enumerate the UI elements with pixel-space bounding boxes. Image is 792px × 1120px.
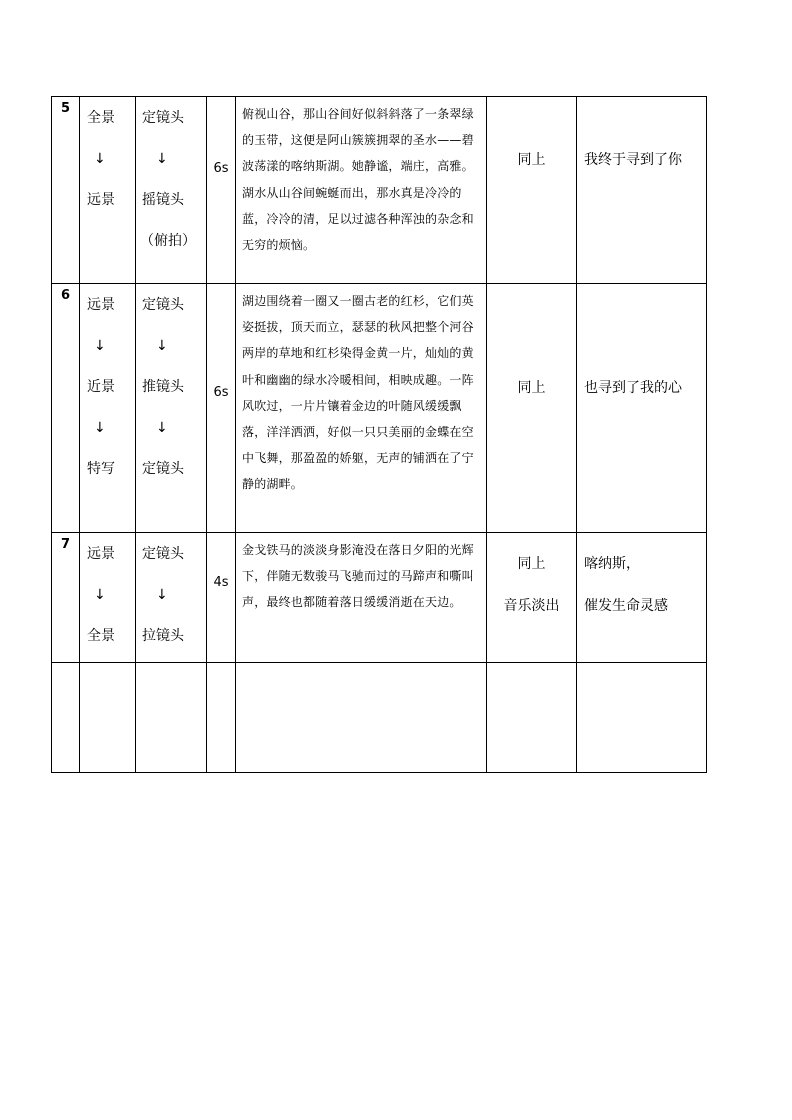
shot-size-cell xyxy=(80,97,136,284)
subtitle-text: 催发生命灵感 xyxy=(584,598,668,614)
duration-cell xyxy=(207,284,236,533)
subtitle-cell xyxy=(577,533,707,663)
camera-move: 摇镜头 xyxy=(142,192,184,208)
table-row xyxy=(52,533,707,663)
empty-cell xyxy=(207,663,236,773)
duration: 6s xyxy=(213,385,229,400)
shot-size-cell xyxy=(80,284,136,533)
down-arrow-icon: ↓ xyxy=(94,151,106,167)
empty-cell xyxy=(236,663,487,773)
shot-size: 远景 xyxy=(87,546,115,562)
subtitle-cell xyxy=(577,97,707,284)
description: 湖边围绕着一圈又一圈古老的红杉，它们英姿挺拔，顶天而立，瑟瑟的秋风把整个河谷两岸的草地和红杉染得金黄一片，灿灿的黄叶和幽幽的绿水冷暖相间，相映成趣。一阵风吹过，一片片镶着金边的叶随风缓缓飘落，洋洋洒洒，好似一只只美丽的金蝶在空中飞舞，那盈盈的娇躯，无声的铺洒在了宁静的湖畔。 xyxy=(236,284,487,533)
camera-move: 拉镜头 xyxy=(142,628,184,644)
duration-cell xyxy=(207,533,236,663)
table-row xyxy=(52,97,707,284)
camera-move: 定镜头 xyxy=(142,461,184,477)
table-row xyxy=(52,284,707,533)
duration: 6s xyxy=(213,161,229,176)
duration: 4s xyxy=(213,575,229,590)
sound-text: 音乐淡出 xyxy=(503,598,560,614)
shot-size: 远景 xyxy=(87,297,115,313)
down-arrow-icon: ↓ xyxy=(94,420,106,436)
empty-cell xyxy=(136,663,207,773)
shot-size-cell xyxy=(80,533,136,663)
shot-number: 5 xyxy=(52,97,80,284)
description: 金戈铁马的淡淡身影淹没在落日夕阳的光辉下，伴随无数骏马飞驰而过的马蹄声和嘶叫声，最终也都随着落日缓缓消逝在天边。 xyxy=(236,533,487,663)
empty-cell xyxy=(487,663,577,773)
sound-text: 同上 xyxy=(517,380,546,396)
down-arrow-icon: ↓ xyxy=(156,420,168,436)
down-arrow-icon: ↓ xyxy=(156,587,168,603)
camera-move: 推镜头 xyxy=(142,379,184,395)
subtitle-cell xyxy=(577,284,707,533)
subtitle-text: 也寻到了我的心 xyxy=(584,380,682,396)
shot-size: 全景 xyxy=(87,110,115,126)
sound-cell xyxy=(487,533,577,663)
shot-size: 远景 xyxy=(87,192,115,208)
empty-cell xyxy=(80,663,136,773)
sound-text: 同上 xyxy=(517,152,546,168)
description: 俯视山谷，那山谷间好似斜斜落了一条翠绿的玉带，这便是阿山簇簇拥翠的圣水——碧波荡漾的喀纳斯湖。她静谧，端庄，高雅。湖水从山谷间蜿蜒而出，那水真是冷冷的蓝，冷冷的清，足以过滤各种浑浊的杂念和无穷的烦恼。 xyxy=(236,97,487,284)
duration-cell xyxy=(207,97,236,284)
down-arrow-icon: ↓ xyxy=(156,338,168,354)
camera-move: 定镜头 xyxy=(142,297,184,313)
camera-move: 定镜头 xyxy=(142,110,184,126)
camera-move-cell xyxy=(136,284,207,533)
shot-size: 近景 xyxy=(87,379,115,395)
camera-note: （俯拍） xyxy=(140,233,196,249)
camera-move-cell xyxy=(136,533,207,663)
shot-number: 6 xyxy=(52,284,80,533)
subtitle-text: 我终于寻到了你 xyxy=(584,152,682,168)
down-arrow-icon: ↓ xyxy=(156,151,168,167)
table-row xyxy=(52,663,707,773)
sound-text: 同上 xyxy=(517,556,546,572)
storyboard-table xyxy=(51,96,707,773)
empty-cell xyxy=(577,663,707,773)
empty-cell xyxy=(52,663,80,773)
camera-move-cell xyxy=(136,97,207,284)
shot-size: 全景 xyxy=(87,628,115,644)
down-arrow-icon: ↓ xyxy=(94,338,106,354)
sound-cell xyxy=(487,97,577,284)
shot-number: 7 xyxy=(52,533,80,663)
down-arrow-icon: ↓ xyxy=(94,587,106,603)
subtitle-text: 喀纳斯， xyxy=(584,556,640,572)
shot-size: 特写 xyxy=(87,461,115,477)
camera-move: 定镜头 xyxy=(142,546,184,562)
sound-cell xyxy=(487,284,577,533)
